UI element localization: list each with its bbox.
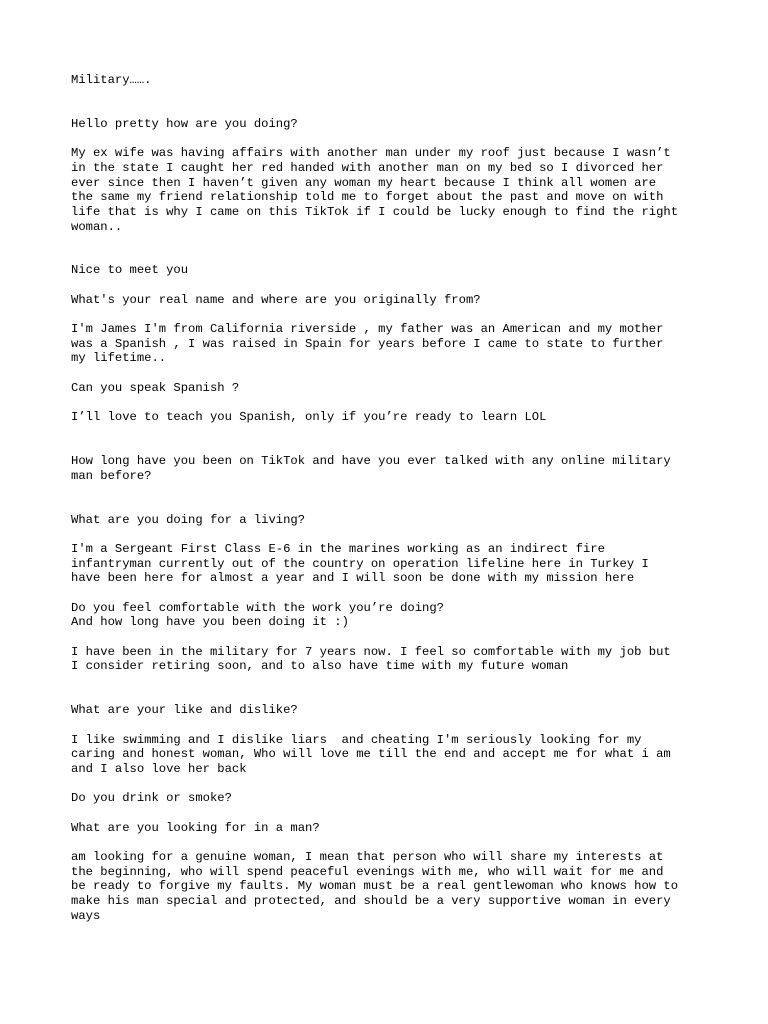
text-line: I have been in the military for 7 years now. I feel so comfortable with my job but — [71, 645, 671, 659]
text-line: am looking for a genuine woman, I mean that person who will share my interests at — [71, 850, 664, 864]
text-line: caring and honest woman, Who will love me till the end and accept me for what i am — [71, 747, 671, 761]
text-line: make his man special and protected, and should be a very supportive woman in every — [71, 894, 671, 908]
text-line: infantryman currently out of the country on operation lifeline here in Turkey I — [71, 557, 649, 571]
text-line: and I also love her back — [71, 762, 247, 776]
text-line: man before? — [71, 469, 152, 483]
text-line: Nice to meet you — [71, 263, 189, 277]
text-line: Do you feel comfortable with the work you’re doing? — [71, 601, 444, 615]
text-line: Hello pretty how are you doing? — [71, 117, 298, 131]
text-line: I’ll love to teach you Spanish, only if you’re ready to learn LOL — [71, 410, 547, 424]
text-line: My ex wife was having affairs with another man under my roof just because I wasn’t — [71, 146, 671, 160]
text-line: have been here for almost a year and I will soon be done with my mission here — [71, 571, 635, 585]
text-line: What's your real name and where are you originally from? — [71, 293, 481, 307]
text-line: life that is why I came on this TikTok if I could be lucky enough to find the right — [71, 205, 679, 219]
text-line: be ready to forgive my faults. My woman must be a real gentlewoman who knows how to — [71, 879, 679, 893]
text-line: What are you doing for a living? — [71, 513, 306, 527]
text-line: What are your like and dislike? — [71, 703, 298, 717]
text-line: Do you drink or smoke? — [71, 791, 232, 805]
text-line: in the state I caught her red handed with another man on my bed so I divorced her — [71, 161, 664, 175]
text-line: How long have you been on TikTok and have you ever talked with any online military — [71, 454, 671, 468]
document-heading: Military……. — [71, 73, 152, 87]
text-line: I'm James I'm from California riverside , my father was an American and my mother — [71, 322, 664, 336]
text-line: And how long have you been doing it :) — [71, 615, 349, 629]
text-line: was a Spanish , I was raised in Spain for years before I came to state to further — [71, 337, 664, 351]
text-line: the beginning, who will spend peaceful evenings with me, who will wait for me and — [71, 865, 664, 879]
text-line: I consider retiring soon, and to also have time with my future woman — [71, 659, 569, 673]
text-line: ways — [71, 909, 101, 923]
text-line: woman.. — [71, 220, 123, 234]
text-line: my lifetime.. — [71, 351, 167, 365]
text-line: I'm a Sergeant First Class E-6 in the marines working as an indirect fire — [71, 542, 605, 556]
text-line: the same my friend relationship told me to forget about the past and move on with — [71, 190, 664, 204]
text-line: What are you looking for in a man? — [71, 821, 320, 835]
text-line: I like swimming and I dislike liars and cheating I'm seriously looking for my — [71, 733, 642, 747]
text-line: Can you speak Spanish ? — [71, 381, 240, 395]
text-line: ever since then I haven’t given any woman my heart because I think all women are — [71, 176, 657, 190]
